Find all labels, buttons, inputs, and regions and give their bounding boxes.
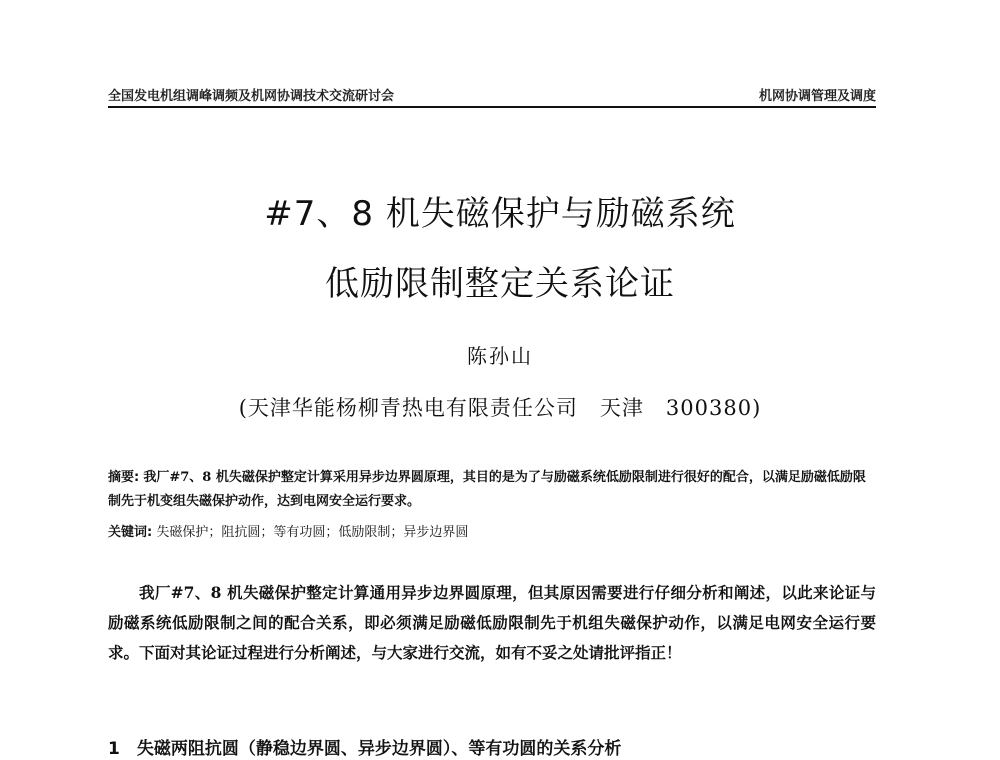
keywords-label: 关键词: [108,525,153,540]
author-name: 陈孙山 [467,344,533,368]
header-section: 机网协调管理及调度 [758,89,876,104]
intro-paragraph: 我厂#7、8 机失磁保护整定计算通用异步边界圆原理，但其原因需要进行仔细分析和阐述，以此来论证与励磁系统低励限制之间的配合关系，即必须满足励磁低励限制先于机组失磁保护动作，以满足电网安全运行要求。下面对其论证过程进行分析阐述，与大家进行交流，如有不妥之处请批评指正！ [108,583,876,662]
author-affiliation: (天津华能杨柳青热电有限责任公司 天津 300380) [238,396,762,420]
keywords-text: 失磁保护；阻抗圆；等有功圆；低励限制；异步边界圆 [156,525,469,540]
abstract-text: 我厂#7、8 机失磁保护整定计算采用异步边界圆原理，其目的是为了与励磁系统低励限制进行很好的配合，以满足励磁低励限制先于机变组失磁保护动作，达到电网安全运行要求。 [108,470,866,509]
header-rule [108,106,876,108]
abstract [108,466,876,514]
paper-title-line2: 低励限制整定关系论证 [325,264,675,304]
header-conference: 全国发电机组调峰调频及机网协调技术交流研讨会 [108,89,395,104]
abstract-label: 摘要: [108,470,140,485]
section-heading-1: 1 失磁两阻抗圆（静稳边界圆、异步边界圆）、等有功圆的关系分析 [108,739,622,759]
paper-title-line1: #7、8 机失磁保护与励磁系统 [264,194,736,234]
running-header [108,84,876,104]
keywords [108,522,876,544]
